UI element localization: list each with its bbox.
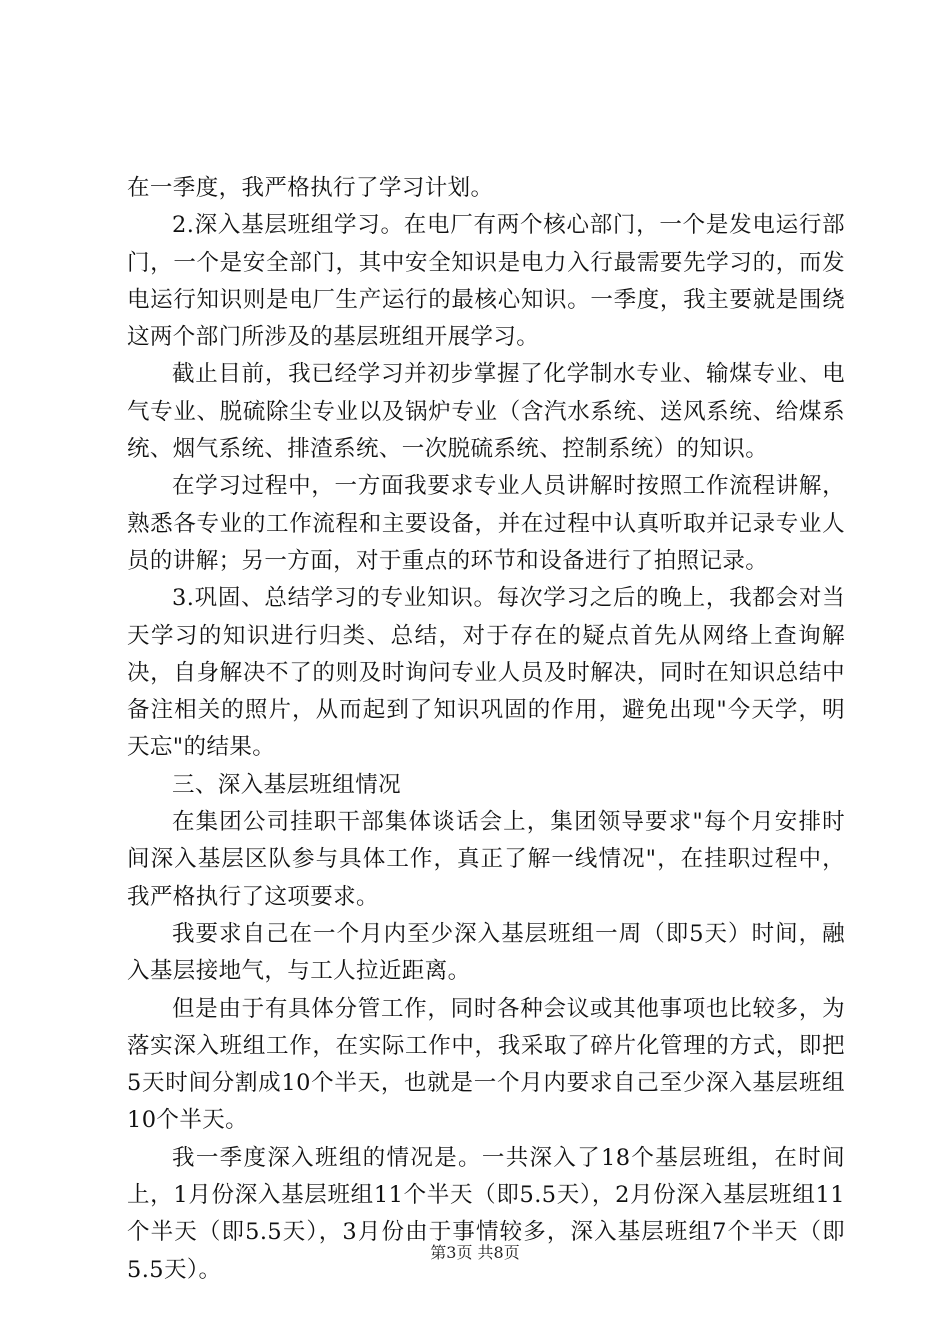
paragraph: 在一季度，我严格执行了学习计划。 [127, 175, 494, 201]
paragraph: 截止目前，我已经学习并初步掌握了化学制水专业、输煤专业、电气专业、脱硫除尘专业以及锅炉专业（含汽水系统、送风系统、给煤系统、烟气系统、排渣系统、一次脱硫系统、控制系统）的知识。 [127, 361, 845, 463]
page-number-label: 第3页 共8页 [430, 1243, 520, 1262]
section-heading: 三、深入基层班组情况 [172, 771, 402, 798]
paragraph: 在集团公司挂职干部集体谈话会上，集团领导要求"每个月安排时间深入基层区队参与具体工作，真正了解一线情况"，在挂职过程中，我严格执行了这项要求。 [127, 809, 845, 910]
paragraph: 但是由于有具体分管工作，同时各种会议或其他事项也比较多，为落实深入班组工作，在实际工作中，我采取了碎片化管理的方式，即把5天时间分割成10个半天，也就是一个月内要求自己至少深入基层班组10个半天。 [127, 995, 845, 1134]
paragraph: 在学习过程中，一方面我要求专业人员讲解时按照工作流程讲解，熟悉各专业的工作流程和主要设备，并在过程中认真听取并记录专业人员的讲解；另一方面，对于重点的环节和设备进行了拍照记录。 [127, 473, 845, 574]
document-body [127, 170, 845, 1289]
paragraph: 2.深入基层班组学习。在电厂有两个核心部门，一个是发电运行部门，一个是安全部门，其中安全知识是电力入行最需要先学习的，而发电运行知识则是电厂生产运行的最核心知识。一季度，我主要就是围绕这两个部门所涉及的基层班组开展学习。 [127, 212, 845, 351]
page-footer [0, 1240, 950, 1263]
paragraph: 我要求自己在一个月内至少深入基层班组一周（即5天）时间，融入基层接地气，与工人拉近距离。 [127, 920, 845, 985]
paragraph: 我一季度深入班组的情况是。一共深入了18个基层班组，在时间上，1月份深入基层班组11个半天（即5.5天），2月份深入基层班组11个半天（即5.5天），3月份由于事情较多，深入基层班组7个半天（即5.5天）。 [127, 1144, 845, 1283]
paragraph: 3.巩固、总结学习的专业知识。每次学习之后的晚上，我都会对当天学习的知识进行归类、总结，对于存在的疑点首先从网络上查询解决，自身解决不了的则及时询问专业人员及时解决，同时在知识总结中备注相关的照片，从而起到了知识巩固的作用，避免出现"今天学，明天忘"的结果。 [127, 585, 845, 761]
